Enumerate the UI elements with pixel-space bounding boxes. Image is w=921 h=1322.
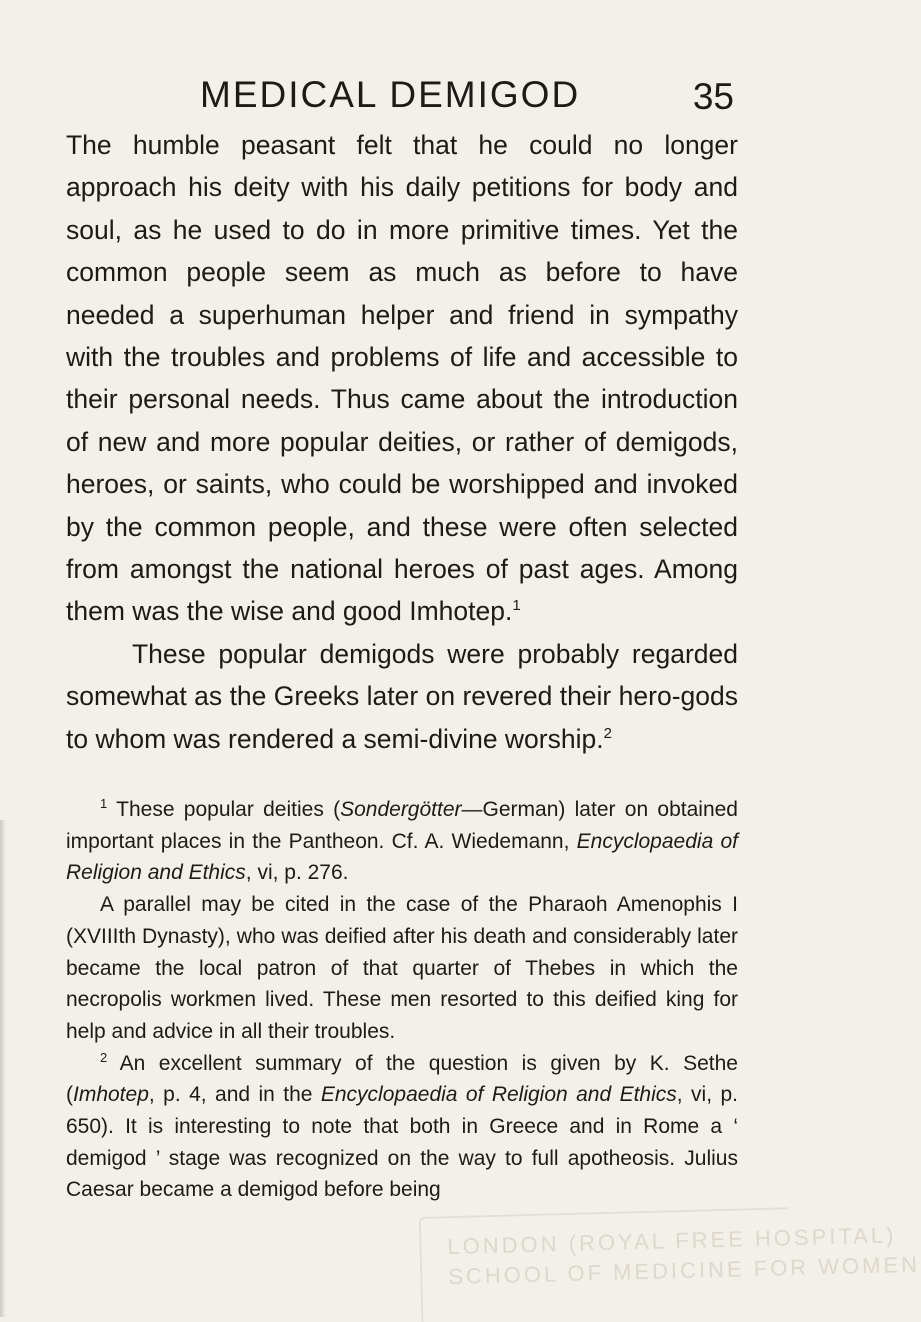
body-text	[66, 124, 738, 760]
footnotes	[66, 794, 738, 1206]
footnote-2-marker: 2	[100, 1049, 108, 1065]
paragraph-1-text: The humble peasant felt that he could no longer approach his deity with his daily petitions for body and soul, as he used to do in more primitive times. Yet the common people seem as much as before to have needed a superhuman helper and friend in sympathy with the troubles and problems of life and accessible to their personal needs. Thus came about the introduction of new and more popular deities, or rather of demigods, heroes, or saints, who could be worshipped and invoked by the common people, and these were often selected from amongst the national heroes of past ages. Among them was the wise and good Imhotep.	[66, 130, 738, 627]
footnote-1-text-c: , vi, p. 276.	[245, 861, 349, 885]
footnote-1	[66, 794, 738, 889]
paragraph-1	[66, 124, 738, 633]
footnote-ref-2: 2	[603, 724, 612, 742]
footnote-1-continuation: A parallel may be cited in the case of the Pharaoh Amenophis I (XVIIIth Dynasty), who was deified after his death and considerably later became the local patron of that quarter of Thebes in which the necropolis workmen lived. These men resorted to this deified king for help and advice in all their troubles.	[66, 893, 738, 1043]
page-header	[66, 74, 738, 118]
page-edge-shadow	[0, 820, 6, 1317]
footnote-1-text-b: —German) later on obtained important places in the Pantheon. Cf. A. Wiedemann,	[66, 798, 738, 853]
footnote-2-italic-a: Imhotep	[73, 1083, 149, 1107]
page-number: 35	[692, 76, 734, 117]
footnote-2-text-c: , vi, p. 650). It is interesting to note that both in Greece and in Rome a ‘ demigod ’ stage was recognized on the way to full apotheosis. Julius Caesar became a demigod before being	[66, 1083, 738, 1202]
stamp-line-1: LONDON (ROYAL FREE HOSPITAL)	[447, 1222, 897, 1260]
footnote-1-italic-b: Encyclopaedia of Religion and Ethics	[66, 829, 738, 885]
footnote-ref-1: 1	[512, 597, 521, 615]
footnote-2-text-b: , p. 4, and in the	[148, 1083, 321, 1107]
footnote-1-marker: 1	[100, 796, 108, 811]
stamp-line-2: SCHOOL OF MEDICINE FOR WOMEN	[447, 1251, 921, 1290]
paragraph-2	[66, 633, 738, 760]
footnote-2-italic-b: Encyclopaedia of Religion and Ethics	[320, 1083, 677, 1107]
library-stamp	[419, 1207, 921, 1322]
footnote-2	[66, 1048, 738, 1207]
footnote-2-text-a: An excellent summary of the question is given by K. Sethe (	[66, 1051, 738, 1107]
running-head: MEDICAL DEMIGOD	[200, 74, 581, 115]
paragraph-2-text: These popular demigods were probably regarded somewhat as the Greeks later on revered their hero-gods to whom was rendered a semi-divine worship.	[66, 638, 738, 754]
footnote-1-text-a: These popular deities (	[116, 798, 341, 821]
footnote-1-italic-a: Sondergötter	[340, 798, 462, 821]
